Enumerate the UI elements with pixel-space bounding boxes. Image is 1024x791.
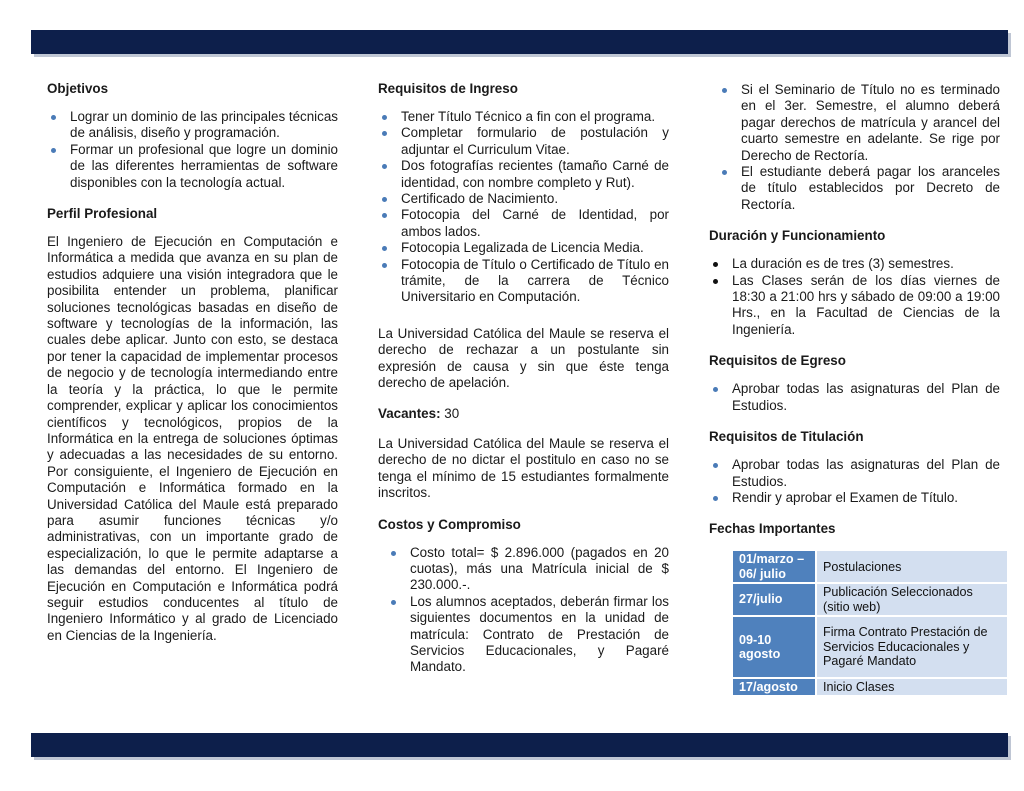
date-cell: 17/agosto	[733, 679, 815, 695]
duracion-heading: Duración y Funcionamiento	[709, 228, 886, 244]
table-row	[733, 584, 1007, 615]
bullet-icon	[713, 496, 718, 501]
bullet-icon	[391, 600, 396, 605]
objetivos-list	[47, 109, 338, 191]
list-item: Lograr un dominio de las principales técnicas de análisis, diseño y programación.	[47, 109, 338, 142]
bullet-icon	[382, 263, 387, 268]
titulacion-list	[709, 457, 1000, 506]
list-item: Si el Seminario de Título no es terminado en el 3er. Semestre, el alumno deberá pagar derechos de matrícula y arancel del cuarto semestre en adelante. Se rige por Derecho de Rectoría.	[718, 82, 1000, 164]
event-cell: Publicación Seleccionados (sitio web)	[817, 584, 1007, 615]
date-cell: 01/marzo – 06/ julio	[733, 551, 815, 582]
list-item: Formar un profesional que logre un dominio de las diferentes herramientas de software disponibles con la tecnología actual.	[47, 142, 338, 191]
bullet-icon	[51, 115, 56, 120]
perfil-text: El Ingeniero de Ejecución en Computación e Informática a medida que avanza en su plan de estudios adquiere una visión integradora que le posibilita entender un problema, planificar soluciones tecnológicas basadas en diseño de software y tecnologías de la información, las cuales debe aplicar. Junto con esto, se destaca por tener la capacidad de implementar procesos de negocio y de tecnología intermediando entre la teoría y la práctica, lo que le permite comprender, explicar y aplicar los conocimientos científicos y tecnológicos, propios de la Informática en la entrega de soluciones óptimas y adecuadas a las necesidades de su entorno. Por consiguiente, el Ingeniero de Ejecución en Computación e Informática formado en la Universidad Católica del Maule está preparado para asumir funciones técnicas y/o administrativas, con un importante grado de especialización, lo que le permite adaptarse a las demandas del entorno. El Ingeniero de Ejecución en Computación e Informática podrá seguir estudios conducentes al título de Ingeniero Informático y al grado de Licenciado en Ciencias de la Ingeniería.	[47, 234, 338, 643]
date-cell: 09-10 agosto	[733, 617, 815, 677]
list-item: Aprobar todas las asignaturas del Plan de Estudios.	[709, 381, 1000, 414]
event-cell: Inicio Clases	[817, 679, 1007, 695]
bullet-icon	[713, 279, 718, 284]
fechas-table	[731, 549, 1009, 697]
list-item: La duración es de tres (3) semestres.	[709, 256, 1000, 272]
list-item: Las Clases serán de los días viernes de 18:30 a 21:00 hrs y sábado de 09:00 a 19:00 Hrs., en la Facultad de Ciencias de la Ingeniería.	[709, 273, 1000, 339]
bullet-icon	[722, 170, 727, 175]
bullet-icon	[713, 387, 718, 392]
perfil-heading: Perfil Profesional	[47, 206, 158, 222]
bottom-banner-bar	[31, 733, 1008, 757]
reserva-minimo-text: La Universidad Católica del Maule se reserva el derecho de no dictar el postitulo en caso no se tenga el mínimo de 15 estudiantes formalmente inscritos.	[378, 435, 669, 501]
list-item: Dos fotografías recientes (tamaño Carné de identidad, con nombre completo y Rut).	[378, 158, 669, 191]
list-item: Rendir y aprobar el Examen de Título.	[709, 490, 1000, 506]
column-middle	[378, 80, 669, 676]
column-left	[47, 80, 338, 644]
costos-heading: Costos y Compromiso	[378, 516, 521, 532]
list-item: Aprobar todas las asignaturas del Plan de Estudios.	[709, 457, 1000, 490]
list-item: Tener Título Técnico a fin con el programa.	[378, 109, 669, 125]
bullet-icon	[713, 463, 718, 468]
bullet-icon	[391, 551, 396, 556]
top-banner-bar	[31, 30, 1008, 54]
event-cell: Firma Contrato Prestación de Servicios Educacionales y Pagaré Mandato	[817, 617, 1007, 677]
reserva-rechazo-text: La Universidad Católica del Maule se reserva el derecho de rechazar a un postulante sin expresión de causa y sin que éste tenga derecho de apelación.	[378, 325, 669, 391]
duracion-list	[709, 256, 1000, 338]
column-right	[709, 82, 1000, 697]
table-row	[733, 551, 1007, 582]
table-row	[733, 617, 1007, 677]
bullet-icon	[382, 197, 387, 202]
bullet-icon	[382, 115, 387, 120]
list-item: El estudiante deberá pagar los aranceles de título establecidos por Decreto de Rectoría.	[718, 164, 1000, 213]
requisitos-ingreso-list	[378, 109, 669, 306]
list-item: Costo total= $ 2.896.000 (pagados en 20 cuotas), más una Matrícula inicial de $ 230.000.-.	[387, 545, 669, 594]
vacantes-line	[378, 406, 669, 422]
bullet-icon	[382, 164, 387, 169]
objetivos-heading: Objetivos	[47, 81, 109, 96]
bullet-icon	[713, 262, 718, 267]
egreso-list	[709, 381, 1000, 414]
fechas-heading: Fechas Importantes	[709, 521, 836, 537]
list-item: Fotocopia de Título o Certificado de Título en trámite, de la carrera de Técnico Universitario en Computación.	[378, 257, 669, 306]
bullet-icon	[382, 131, 387, 136]
requisitos-ingreso-heading: Requisitos de Ingreso	[378, 81, 518, 96]
table-row	[733, 679, 1007, 695]
bullet-icon	[51, 148, 56, 153]
list-item: Certificado de Nacimiento.	[378, 191, 669, 207]
egreso-heading: Requisitos de Egreso	[709, 353, 846, 369]
costos-continuation-list	[709, 82, 1000, 213]
list-item: Fotocopia Legalizada de Licencia Media.	[378, 240, 669, 256]
bullet-icon	[382, 246, 387, 251]
vacantes-label: Vacantes:	[378, 405, 441, 421]
bullet-icon	[722, 88, 727, 93]
list-item: Fotocopia del Carné de Identidad, por ambos lados.	[378, 207, 669, 240]
list-item: Los alumnos aceptados, deberán firmar los siguientes documentos en la unidad de matrícula: Contrato de Prestación de Servicios Educacionales, y Pagaré Mandato.	[387, 594, 669, 676]
event-cell: Postulaciones	[817, 551, 1007, 582]
bullet-icon	[382, 213, 387, 218]
date-cell: 27/julio	[733, 584, 815, 615]
costos-list	[378, 545, 669, 676]
titulacion-heading: Requisitos de Titulación	[709, 429, 864, 445]
vacantes-value: 30	[444, 405, 460, 421]
list-item: Completar formulario de postulación y adjuntar el Curriculum Vitae.	[378, 125, 669, 158]
